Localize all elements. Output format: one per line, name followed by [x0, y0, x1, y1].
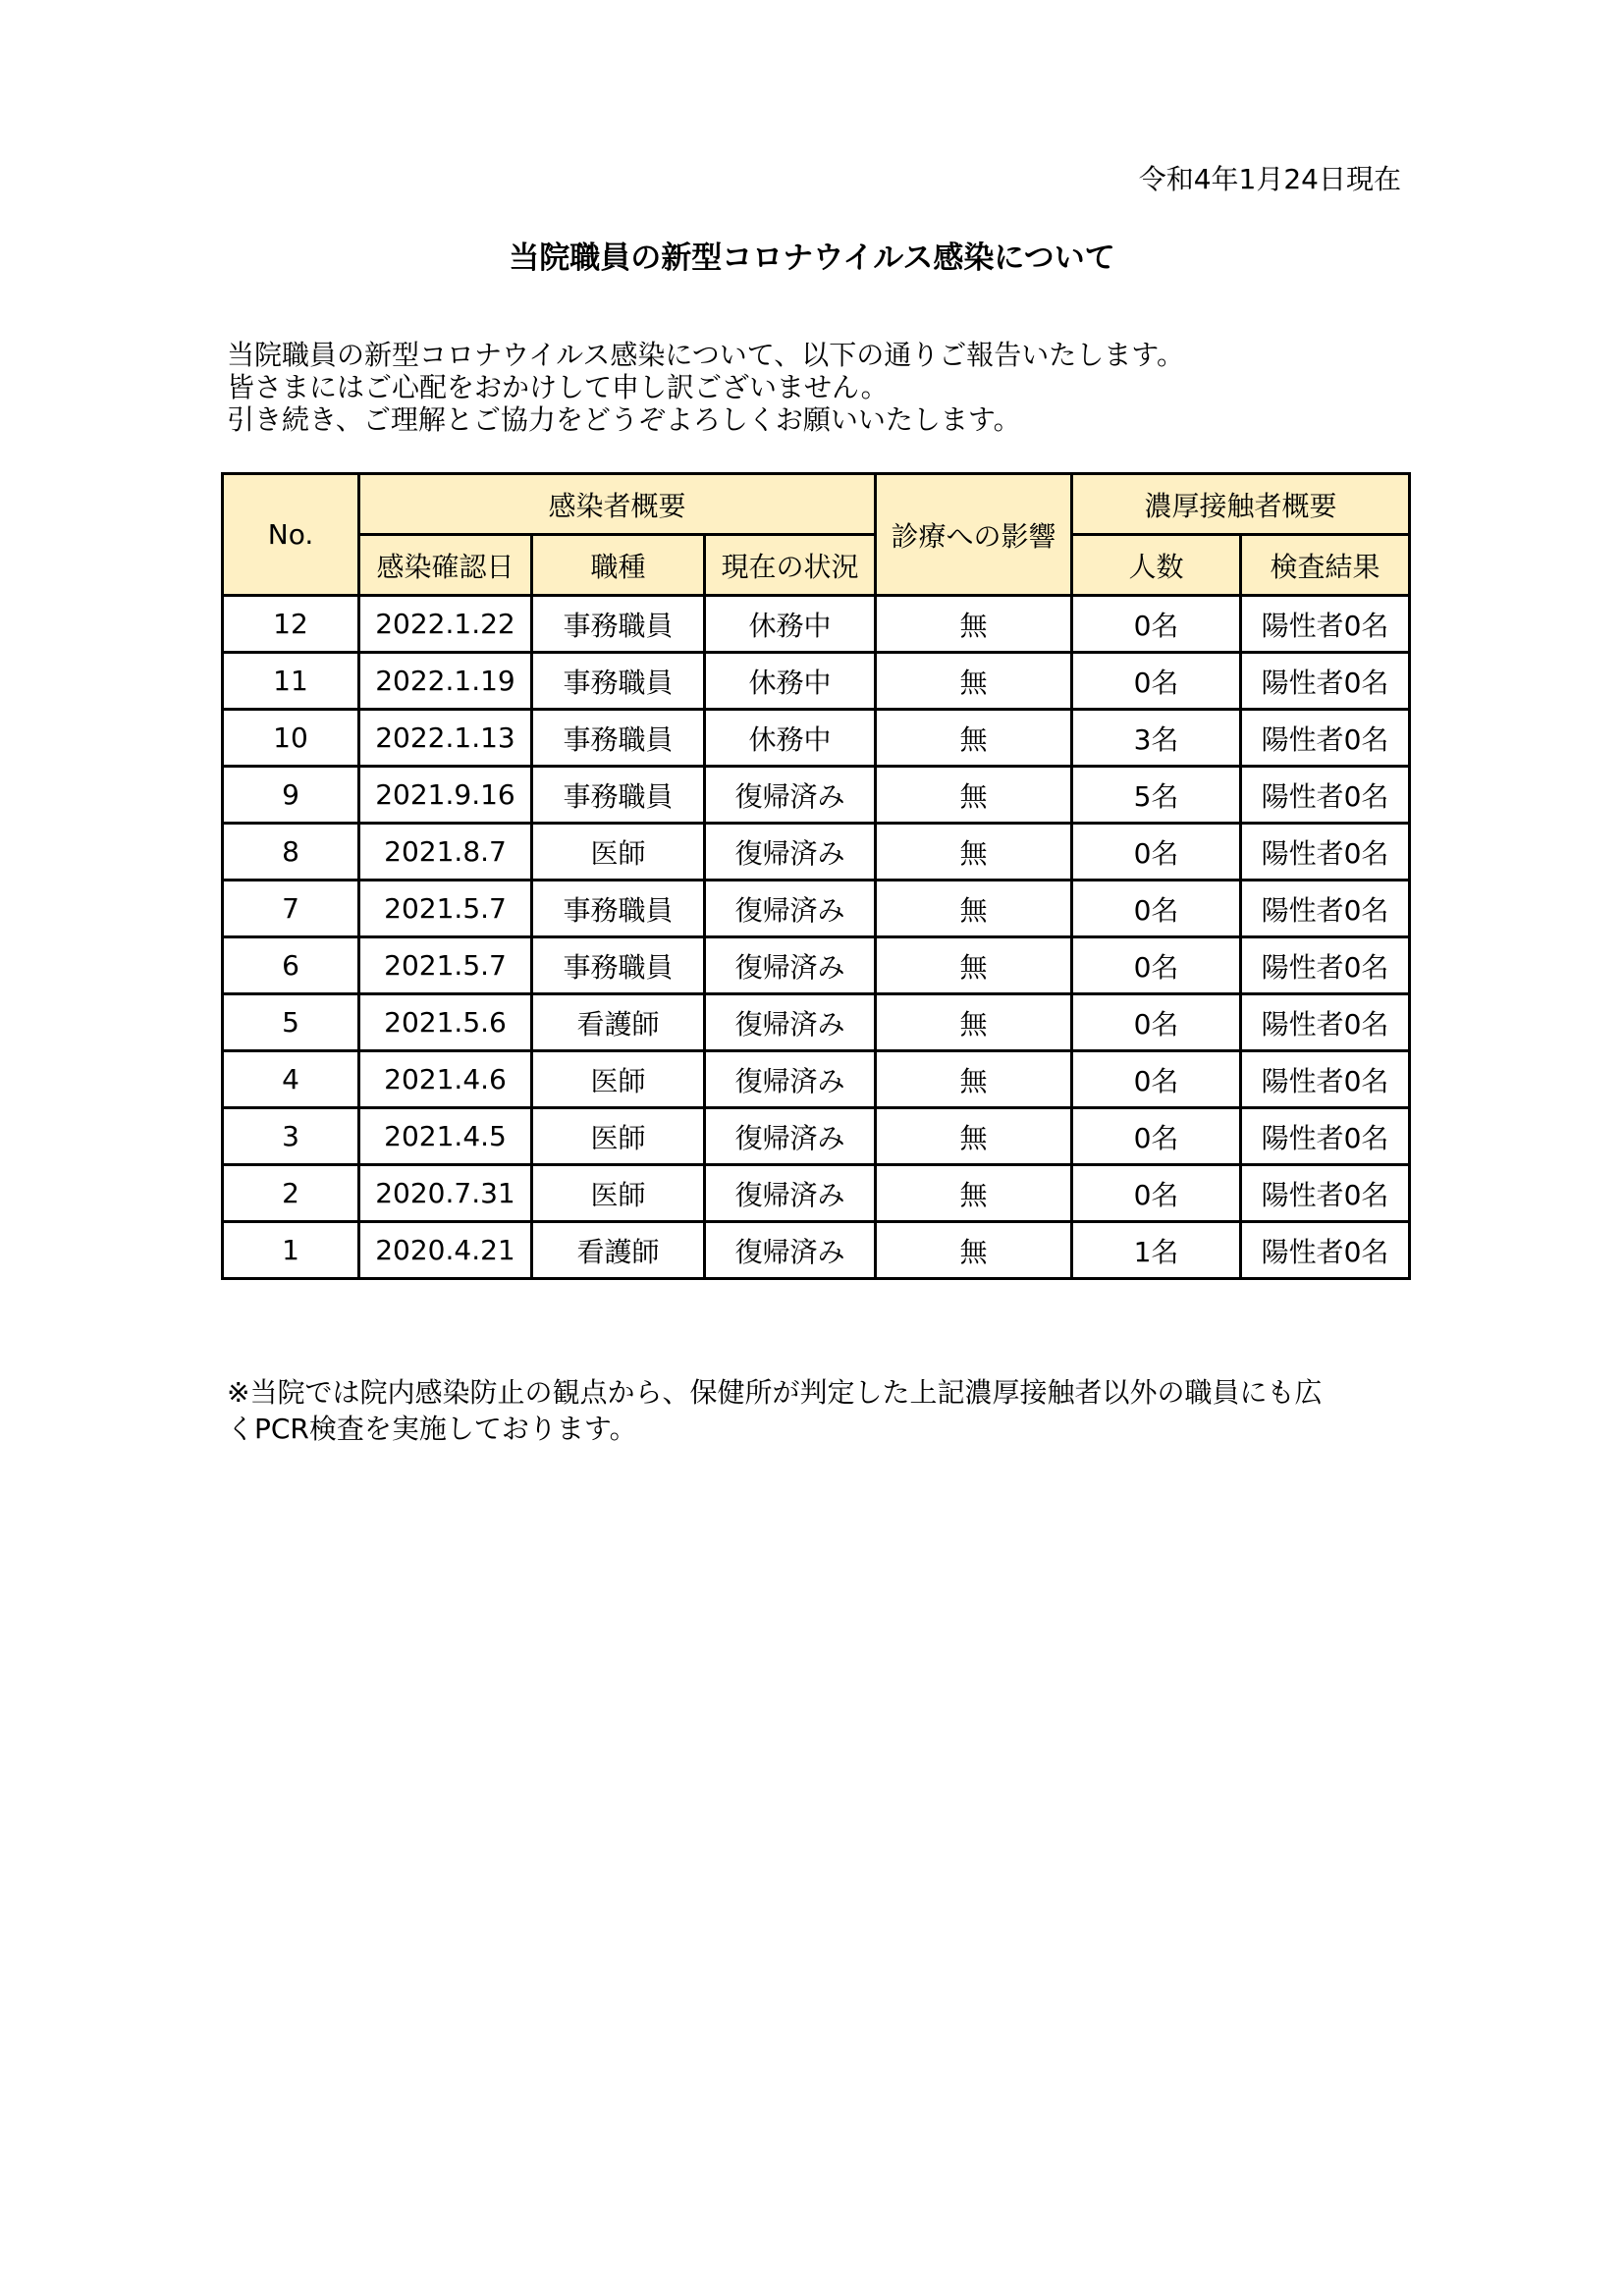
- cell-result: 陽性者0名: [1241, 1108, 1410, 1165]
- cell-status: 復帰済み: [705, 824, 876, 881]
- cell-occupation: 事務職員: [532, 767, 705, 824]
- table-row: [223, 767, 1410, 824]
- cell-no: 8: [223, 824, 359, 881]
- cell-date: 2021.5.6: [359, 994, 532, 1051]
- cell-date: 2021.5.7: [359, 937, 532, 994]
- cell-count: 5名: [1072, 767, 1241, 824]
- cell-count: 0名: [1072, 881, 1241, 937]
- cell-occupation: 医師: [532, 824, 705, 881]
- cell-no: 6: [223, 937, 359, 994]
- intro-line: 当院職員の新型コロナウイルス感染について、以下の通りご報告いたします。: [227, 339, 1184, 371]
- table-row: [223, 937, 1410, 994]
- header-status: 現在の状況: [705, 535, 876, 596]
- cell-date: 2021.4.5: [359, 1108, 532, 1165]
- cell-date: 2021.4.6: [359, 1051, 532, 1108]
- footnote: [227, 1374, 1322, 1447]
- cell-no: 10: [223, 710, 359, 767]
- page-title: 当院職員の新型コロナウイルス感染について: [509, 240, 1115, 276]
- cell-impact: 無: [876, 994, 1072, 1051]
- cell-status: 復帰済み: [705, 1051, 876, 1108]
- cell-result: 陽性者0名: [1241, 653, 1410, 710]
- cell-status: 復帰済み: [705, 767, 876, 824]
- cell-occupation: 事務職員: [532, 653, 705, 710]
- cell-count: 0名: [1072, 1165, 1241, 1222]
- cell-count: 0名: [1072, 937, 1241, 994]
- cell-result: 陽性者0名: [1241, 596, 1410, 653]
- cell-date: 2021.9.16: [359, 767, 532, 824]
- cell-result: 陽性者0名: [1241, 1165, 1410, 1222]
- cell-date: 2021.8.7: [359, 824, 532, 881]
- cell-impact: 無: [876, 1051, 1072, 1108]
- cell-no: 1: [223, 1222, 359, 1279]
- cell-count: 0名: [1072, 596, 1241, 653]
- cell-status: 復帰済み: [705, 881, 876, 937]
- cell-occupation: 医師: [532, 1165, 705, 1222]
- intro-line: 引き続き、ご理解とご協力をどうぞよろしくお願いいたします。: [227, 403, 1021, 436]
- footnote-line: くPCR検査を実施しております。: [227, 1413, 637, 1445]
- cell-count: 1名: [1072, 1222, 1241, 1279]
- cell-impact: 無: [876, 1165, 1072, 1222]
- cell-impact: 無: [876, 710, 1072, 767]
- infection-table: [221, 472, 1411, 1280]
- cell-occupation: 医師: [532, 1108, 705, 1165]
- cell-result: 陽性者0名: [1241, 1222, 1410, 1279]
- cell-no: 4: [223, 1051, 359, 1108]
- cell-status: 復帰済み: [705, 994, 876, 1051]
- cell-date: 2020.7.31: [359, 1165, 532, 1222]
- cell-result: 陽性者0名: [1241, 710, 1410, 767]
- cell-result: 陽性者0名: [1241, 937, 1410, 994]
- cell-date: 2020.4.21: [359, 1222, 532, 1279]
- cell-result: 陽性者0名: [1241, 824, 1410, 881]
- cell-date: 2022.1.22: [359, 596, 532, 653]
- cell-status: 復帰済み: [705, 1165, 876, 1222]
- cell-no: 2: [223, 1165, 359, 1222]
- cell-impact: 無: [876, 596, 1072, 653]
- cell-no: 9: [223, 767, 359, 824]
- cell-occupation: 事務職員: [532, 710, 705, 767]
- cell-status: 復帰済み: [705, 937, 876, 994]
- table-row: [223, 994, 1410, 1051]
- cell-result: 陽性者0名: [1241, 1051, 1410, 1108]
- table-row: [223, 710, 1410, 767]
- cell-occupation: 医師: [532, 1051, 705, 1108]
- cell-count: 0名: [1072, 1051, 1241, 1108]
- cell-occupation: 看護師: [532, 1222, 705, 1279]
- table-row: [223, 824, 1410, 881]
- cell-count: 0名: [1072, 1108, 1241, 1165]
- header-count: 人数: [1072, 535, 1241, 596]
- table-row: [223, 1165, 1410, 1222]
- table-row: [223, 1108, 1410, 1165]
- cell-occupation: 事務職員: [532, 596, 705, 653]
- header-contact-summary: 濃厚接触者概要: [1072, 474, 1410, 535]
- cell-count: 3名: [1072, 710, 1241, 767]
- cell-status: 休務中: [705, 710, 876, 767]
- cell-result: 陽性者0名: [1241, 881, 1410, 937]
- cell-status: 休務中: [705, 596, 876, 653]
- header-result: 検査結果: [1241, 535, 1410, 596]
- cell-result: 陽性者0名: [1241, 994, 1410, 1051]
- cell-impact: 無: [876, 824, 1072, 881]
- cell-no: 3: [223, 1108, 359, 1165]
- cell-count: 0名: [1072, 653, 1241, 710]
- table-row: [223, 653, 1410, 710]
- cell-no: 12: [223, 596, 359, 653]
- cell-status: 復帰済み: [705, 1108, 876, 1165]
- table-row: [223, 881, 1410, 937]
- cell-date: 2022.1.19: [359, 653, 532, 710]
- report-date: 令和4年1月24日現在: [1138, 163, 1401, 195]
- cell-impact: 無: [876, 1108, 1072, 1165]
- cell-no: 11: [223, 653, 359, 710]
- cell-impact: 無: [876, 1222, 1072, 1279]
- cell-date: 2021.5.7: [359, 881, 532, 937]
- table-row: [223, 1222, 1410, 1279]
- intro-paragraph: [227, 339, 1184, 436]
- header-no: No.: [223, 474, 359, 596]
- footnote-line: ※当院では院内感染防止の観点から、保健所が判定した上記濃厚接触者以外の職員にも広: [227, 1376, 1323, 1409]
- intro-line: 皆さまにはご心配をおかけして申し訳ございません。: [227, 371, 889, 403]
- cell-occupation: 事務職員: [532, 881, 705, 937]
- cell-count: 0名: [1072, 994, 1241, 1051]
- cell-impact: 無: [876, 767, 1072, 824]
- cell-impact: 無: [876, 937, 1072, 994]
- cell-no: 5: [223, 994, 359, 1051]
- table-row: [223, 596, 1410, 653]
- cell-date: 2022.1.13: [359, 710, 532, 767]
- cell-impact: 無: [876, 653, 1072, 710]
- cell-no: 7: [223, 881, 359, 937]
- table-row: [223, 1051, 1410, 1108]
- header-occupation: 職種: [532, 535, 705, 596]
- cell-status: 休務中: [705, 653, 876, 710]
- cell-result: 陽性者0名: [1241, 767, 1410, 824]
- cell-status: 復帰済み: [705, 1222, 876, 1279]
- cell-count: 0名: [1072, 824, 1241, 881]
- header-impact: 診療への影響: [876, 474, 1072, 596]
- header-infected-summary: 感染者概要: [359, 474, 876, 535]
- cell-occupation: 看護師: [532, 994, 705, 1051]
- cell-occupation: 事務職員: [532, 937, 705, 994]
- cell-impact: 無: [876, 881, 1072, 937]
- header-confirm-date: 感染確認日: [359, 535, 532, 596]
